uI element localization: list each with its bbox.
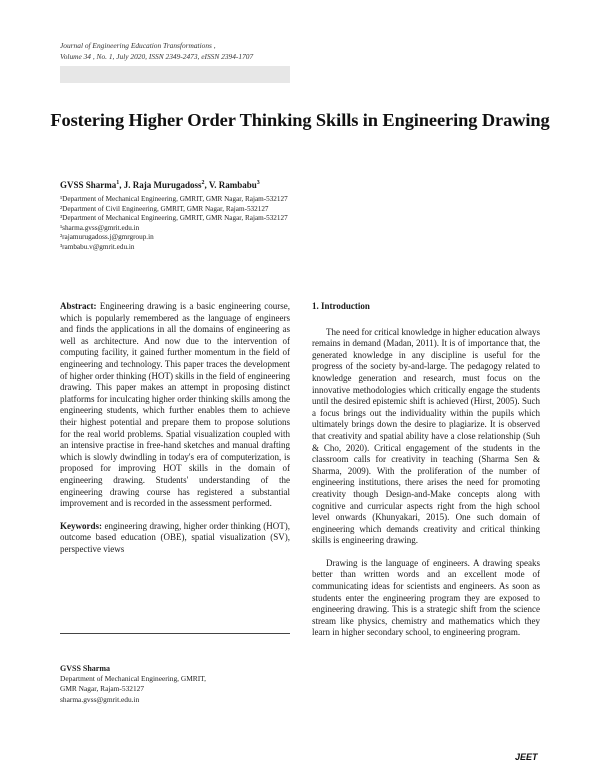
- author-2: J. Raja Murugadoss: [123, 180, 202, 190]
- affiliation-email: ²rajamurugadoss.j@gmrgroup.in: [60, 233, 154, 242]
- abstract: [60, 301, 290, 510]
- author-1-sup: 1: [116, 180, 120, 186]
- abstract-text: Engineering drawing is a basic engineering course, which is popularly remembered as the language of engineers and finds the applications in all the domains of engineering as well as architecture. And now due to the intervention of computing facility, it gained further momentum in the field of engineering and technology. This paper traces the development of higher order thinking (HOT) skills in the field of engineering drawing. This paper makes an attempt in proposing distinct platforms for inculcating higher order thinking skills among the engineering students, which further enables them to achieve their highest potential and prepare them to propose solutions for the real world problems. Spatial visualization coupled with an intensive practise in free-hand sketches and manual drafting which is slowly dwindling in today's era of computerization, is proposed for improving HOT skills in the domain of engineering drawing. Students' understanding of the engineering drawing course has registered a substantial improvement and is recorded in the assessment performed.: [60, 301, 291, 509]
- affiliation-line: ¹Department of Mechanical Engineering, GMRIT, GMR Nagar, Rajam-532127: [60, 195, 288, 203]
- right-column: [312, 301, 540, 639]
- affiliation-email: ³rambabu.v@gmrit.edu.in: [60, 242, 135, 251]
- keywords-label: Keywords:: [60, 520, 102, 531]
- author-list: GVSS Sharma$^1$, J. Raja Murugadoss$^2$, V. Rambabu$^3$: [60, 180, 260, 190]
- journal-volume-line: Volume 34 , No. 1, July 2020, ISSN 2349-2473, eISSN 2394-1707: [60, 52, 254, 61]
- introduction-heading: 1. Introduction: [312, 301, 370, 311]
- corresponding-email: sharma.gvss@gmrit.edu.in: [60, 694, 140, 704]
- left-column: [60, 301, 290, 555]
- author-3-sup: 3: [256, 180, 260, 186]
- journal-header: [60, 40, 253, 62]
- keywords: [60, 521, 290, 556]
- affiliations: [60, 195, 288, 253]
- footnote-divider: [60, 633, 290, 634]
- author-2-sup: 2: [201, 180, 205, 186]
- author-1: GVSS Sharma: [60, 180, 117, 190]
- affiliation-email: ¹sharma.gvss@gmrit.edu.in: [60, 223, 140, 232]
- corresponding-dept: Department of Mechanical Engineering, GMRIT,: [60, 674, 206, 684]
- header-gray-bar: [60, 66, 290, 83]
- corresponding-author: [60, 664, 206, 705]
- jeet-logo: JEET: [515, 752, 538, 762]
- introduction-paragraph-1: The need for critical knowledge in higher education always remains in demand (Madan, 2011). It is of importance that, the generated knowledge in any discipline is useful for the progress of the society by-and-large. The pedagogy related to knowledge generation and research, must focus on the innovative methodologies which critically engage the students until the desired epistemic shift is achieved (Hirst, 2005). Such a focus brings out the individuality within the pupils which ultimately brings down the desire to plagiarize. It is observed that creativity and spatial ability have a close relationship (Suh & Cho, 2020). Critical engagement of the students in the classroom calls for creativity in teaching (Sharma Sen & Sharma, 2009). With the proliferation of the number of engineering institutions, there arises the need for promoting creativity though Design-and-Make concepts along with cognitive and curricular aspects right from the high school level onwards (Khunyakari, 2015). One such domain of engineering which demands creativity and critical thinking skills is engineering drawing.: [312, 326, 540, 546]
- keywords-text: engineering drawing, higher order thinking (HOT), outcome based education (OBE), spatial visualization (SV), perspective views: [60, 520, 291, 554]
- abstract-label: Abstract:: [60, 301, 97, 311]
- corresponding-address: GMR Nagar, Rajam-532127: [60, 684, 145, 694]
- journal-name-line: Journal of Engineering Education Transformations ,: [60, 41, 216, 50]
- affiliation-line: ²Department of Civil Engineering, GMRIT, GMR Nagar, Rajam-532127: [60, 204, 269, 213]
- introduction-paragraph-2: Drawing is the language of engineers. A drawing speaks better than written words and an excellent mode of communicating ideas for scientists and engineers. As soon as students enter the engineering program they are exposed to engineering drawing. This is a strategic shift from the science stream like physics, chemistry and mathematics which they learn in higher secondary school, to engineering program.: [312, 557, 540, 638]
- corresponding-name: GVSS Sharma: [60, 664, 111, 673]
- paper-title: Fostering Higher Order Thinking Skills in Engineering Drawing: [50, 110, 550, 130]
- author-3: V. Rambabu: [208, 180, 257, 190]
- affiliation-line: ³Department of Mechanical Engineering, GMRIT, GMR Nagar, Rajam-532127: [60, 214, 288, 223]
